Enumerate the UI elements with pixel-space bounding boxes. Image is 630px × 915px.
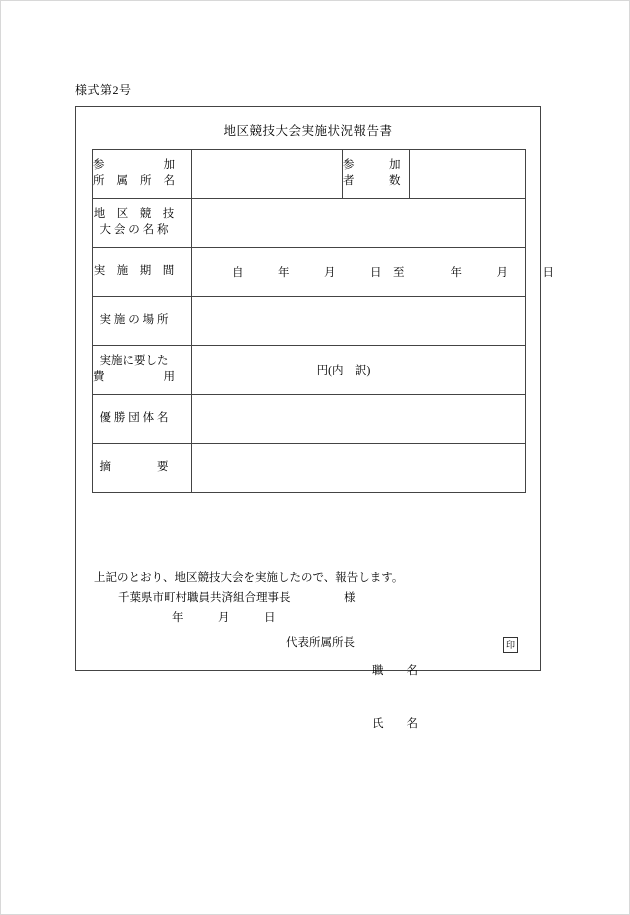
table-row <box>93 150 526 199</box>
row-label-line1: 実 施 の 場 所 <box>99 314 169 327</box>
row-label-line1: 摘 要 <box>99 461 169 474</box>
table-row <box>93 248 526 297</box>
row-label-line1: 参 加 <box>93 159 175 172</box>
field-winning-team[interactable] <box>192 395 526 444</box>
field-participant-office[interactable] <box>192 150 343 199</box>
form-number: 様式第2号 <box>75 83 132 97</box>
table-row <box>93 199 526 248</box>
row-label-winning-team <box>93 395 192 444</box>
row-label-line1: 実 施 期 間 <box>93 265 175 278</box>
table-row <box>93 346 526 395</box>
field-cost[interactable] <box>192 346 526 395</box>
table-row <box>93 395 526 444</box>
footer-representative-fields[interactable] <box>372 627 418 770</box>
row-label-line1: 地 区 競 技 <box>93 208 175 221</box>
row-label-remarks <box>93 444 192 493</box>
field-event-name[interactable] <box>192 199 526 248</box>
field-remarks[interactable] <box>192 444 526 493</box>
footer-organization: 千葉県市町村職員共済組合理事長 <box>118 592 291 604</box>
row-label-venue <box>93 297 192 346</box>
field-participant-count[interactable] <box>410 150 526 199</box>
footer-title-field: 職 名 <box>372 664 418 677</box>
cost-text: 円(内 訳) <box>316 365 371 377</box>
row-label-line2: 所 属 所 名 <box>93 175 175 187</box>
report-form-box <box>75 106 554 731</box>
row-label-participant-count <box>343 150 410 199</box>
footer-date-line[interactable]: 年 月 日 <box>172 612 276 624</box>
table-row <box>93 444 526 493</box>
footer-name-field: 氏 名 <box>372 718 418 731</box>
row-label-period <box>93 248 192 297</box>
seal-icon: 印 <box>503 637 518 653</box>
row-label-line2: 費 用 <box>93 371 175 383</box>
row-label-event-name <box>93 199 192 248</box>
period-text: 自 年 月 日 至 年 月 日 <box>232 267 554 279</box>
row-sublabel-line2: 者 数 <box>343 175 401 187</box>
row-label-line2: 大 会 の 名 称 <box>99 224 169 236</box>
row-label-line1: 優 勝 団 体 名 <box>99 412 169 425</box>
page-title: 地区競技大会実施状況報告書 <box>223 124 393 138</box>
footer-statement: 上記のとおり、地区競技大会を実施したので、報告します。 <box>94 572 404 584</box>
table-row <box>93 297 526 346</box>
row-label-participant-office <box>93 150 192 199</box>
row-label-cost <box>93 346 192 395</box>
row-sublabel-line1: 参 加 <box>343 159 401 172</box>
field-venue[interactable] <box>192 297 526 346</box>
footer-honorific: 様 <box>344 592 356 604</box>
row-label-line1: 実施に要した <box>99 355 169 368</box>
report-table <box>92 149 554 493</box>
field-period[interactable] <box>192 248 554 297</box>
footer-representative-label: 代表所属所長 <box>286 637 355 649</box>
